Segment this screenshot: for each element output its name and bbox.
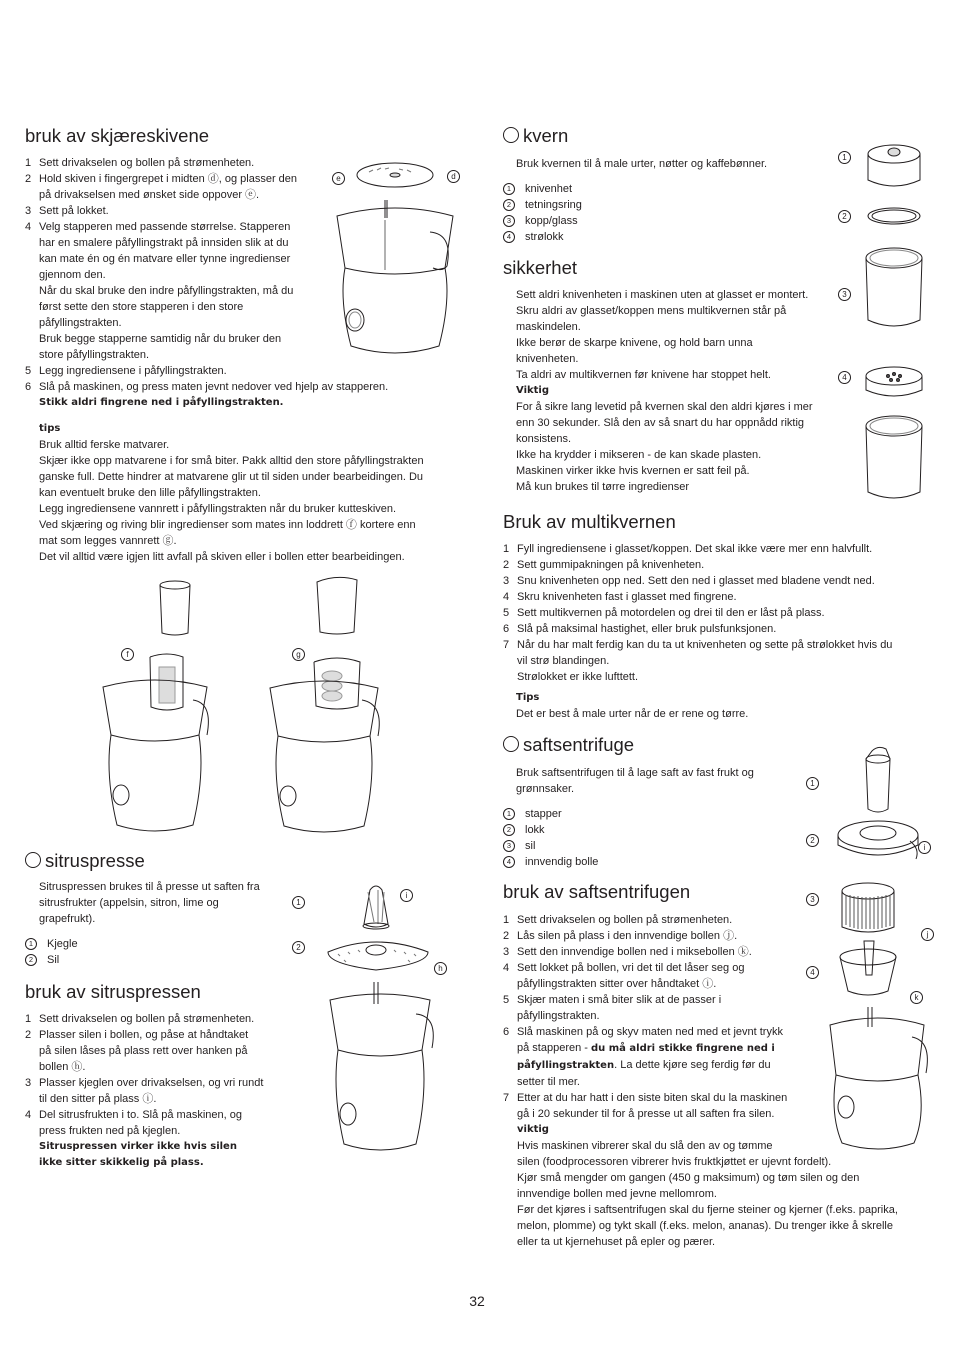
label-h: h [434, 962, 447, 975]
label-sitrus-2: 2 [292, 941, 305, 954]
part-label: tetningsring [525, 199, 582, 211]
step-text: Slå på maskinen, og press maten jevnt nedover ved hjelp av stapperen. [39, 381, 389, 393]
sitruspressen-steps [25, 1011, 305, 1171]
step-item [25, 1011, 305, 1027]
label-saft-2: 2 [806, 834, 819, 847]
step-item [25, 379, 455, 395]
safety-line: knivenheten. [516, 353, 579, 365]
viktig-heading: Viktig [516, 385, 550, 396]
section-sikkerhet [503, 257, 577, 279]
step-text: Velg stapperen med passende størrelse. Stapperen [39, 221, 291, 233]
step-text: på drivakselsen med ønsket side oppover ⓔ. [39, 189, 260, 201]
viktig-line: Før det kjøres i saftsentrifugen skal du fjerne steiner og kjerner (f.eks. paprika, [517, 1204, 898, 1216]
step-text: Bruk begge stapperne samtidig når du bruker den [39, 333, 282, 345]
mill-parts-illustration [858, 140, 938, 505]
step-number: 1 [25, 157, 32, 169]
kvern-intro: Bruk kvernen til å male urter, nøtter og kaffebønner. [516, 158, 768, 170]
step-text: Strølokket er ikke lufttett. [517, 671, 639, 683]
saftsentrifuge-parts [503, 806, 703, 870]
tips-line: Bruk alltid ferske matvarer. [39, 439, 170, 451]
part-label: lokk [525, 824, 545, 836]
step-text: Plasser kjeglen over drivakselsen, og vri rundt [39, 1077, 264, 1089]
step-item [25, 363, 455, 379]
step-text: først sette den store stapperen i den store [39, 301, 244, 313]
heading-saftsentrifuge: saftsentrifuge [503, 734, 634, 756]
viktig-line: silen (foodprocessoren vibrerer hvis fruktkjøttet er ujevnt fordelt). [517, 1156, 832, 1168]
tips-line: mat som legges vannrett ⓖ. [39, 535, 177, 547]
step-text: på silen låses på plass rett over hanken på [39, 1045, 248, 1057]
section-saftsentrifugen-bruk [503, 881, 690, 903]
part-label: kopp/glass [525, 215, 578, 227]
step-text: store påfyllingstrakten. [39, 349, 150, 361]
warning-line: ikke sitter skikkelig på plass. [39, 1157, 204, 1168]
label-kvern-4: 4 [838, 371, 851, 384]
section-sitruspresse [25, 850, 145, 872]
step-item [503, 589, 933, 605]
citrus-press-illustration [318, 882, 453, 1167]
step-item [503, 541, 933, 557]
step-item [503, 637, 933, 685]
feed-tube-vertical-illustration [95, 575, 215, 840]
step-text: Slå på maksimal hastighet, eller bruk pulsfunksjonen. [517, 623, 777, 635]
circle-bullet-icon [25, 852, 41, 868]
viktig-line: Kjør små mengder om gangen (450 g maksimum) og tøm silen og den [517, 1172, 860, 1184]
viktig-line: konsistens. [516, 433, 572, 445]
step-item [503, 621, 933, 637]
multikvernen-steps [503, 541, 933, 685]
step-text: Skjær maten i små biter slik at de passer i [517, 994, 722, 1006]
part-number-icon: 2 [503, 824, 515, 836]
viktig-line: For å sikre lang levetid på kvernen skal den aldri kjøres i mer [516, 401, 813, 413]
section-sitruspressen-bruk [25, 981, 201, 1003]
step-text: påfyllingstrakten. [39, 317, 122, 329]
part-number-icon: 3 [503, 215, 515, 227]
step-number: 4 [25, 221, 32, 233]
label-e: e [332, 172, 345, 185]
tips-line: kan eventuelt bruke den lille påfyllingstrakten. [39, 487, 261, 499]
step-text: påfyllingstrakten. [517, 1010, 600, 1022]
sikkerhet-body [516, 287, 846, 495]
step-item [503, 605, 933, 621]
circle-bullet-icon [503, 127, 519, 143]
part-label: stapper [525, 808, 562, 820]
step-text: Sett drivakselen og bollen på strømenheten. [39, 157, 255, 169]
viktig-line: eller ta ut kjernehuset på epler og pærer. [517, 1236, 716, 1248]
part-item [503, 181, 703, 197]
part-label: innvendig bolle [525, 856, 599, 868]
step-number: 4 [503, 962, 510, 974]
part-item [503, 806, 703, 822]
step-number: 2 [503, 930, 510, 942]
label-g: g [292, 648, 305, 661]
part-item [503, 838, 703, 854]
step-text: Sett gummipakningen på knivenheten. [517, 559, 705, 571]
section-saftsentrifuge [503, 734, 634, 756]
kvern-parts [503, 181, 703, 245]
step-7: 7 Etter at du har hatt i den siste biten skal du la maskinen gå i 20 sekunder til for å presse ut all saften fra silen. viktig Hvis maskinen vibrerer skal du slå den av og tømme silen (foodprocessoren vibrerer hvis fruktkjøttet er ujevnt fordelt). Kjør små mengder om gangen (450 g maksimum) og tøm silen og den innvendige bollen med jevne mellomrom. Før det kjøres i saftsentrifugen skal du fjerne steiner og kjerner (f.eks. paprika, melon, plomme) og tykt skall (f.eks. melon, ananas). Du trenger ikke å skrelle eller ta ut kjernehuset på epler og pærer. [503, 1090, 923, 1250]
part-item [25, 952, 225, 968]
step-text: Sett på lokket. [39, 205, 109, 217]
step-number: 3 [25, 1077, 32, 1089]
part-number-icon: 4 [503, 856, 515, 868]
step-item [25, 1107, 305, 1139]
heading-multikvernen: Bruk av multikvernen [503, 511, 676, 532]
label-f: f [121, 648, 134, 661]
part-label: Sil [47, 954, 60, 966]
step-text: Legg ingrediensene i påfyllingstrakten. [39, 365, 227, 377]
part-label: sil [525, 840, 536, 852]
warning-sil [25, 1139, 305, 1171]
feed-tube-horizontal-illustration [262, 570, 387, 840]
label-saft-k: k [910, 991, 923, 1004]
heading-kvern: kvern [503, 125, 568, 147]
part-number-icon: 1 [25, 938, 37, 950]
warning-line: Sitruspressen virker ikke hvis silen [39, 1141, 237, 1152]
label-saft-i: i [918, 841, 931, 854]
label-kvern-3: 3 [838, 288, 851, 301]
safety-line: Sett aldri knivenheten i maskinen uten at glasset er montert. [516, 289, 809, 301]
heading-sikkerhet: sikkerhet [503, 257, 578, 278]
step-item [25, 1027, 305, 1075]
sitruspresse-parts [25, 936, 225, 968]
part-number-icon: 1 [503, 808, 515, 820]
step-text: Sett den innvendige bollen ned i miksebollen ⓚ. [517, 946, 752, 958]
safety-line: Ikke berør de skarpe knivene, og hold barn unna [516, 337, 753, 349]
step-text: til den sitter på plass ⓘ. [39, 1093, 157, 1105]
step-text: Plasser silen i bollen, og påse at håndtaket [39, 1029, 249, 1041]
step-number: 3 [25, 205, 32, 217]
step-number: 2 [25, 173, 32, 185]
tips-line: Legg ingrediensene vannrett i påfyllingstrakten når du bruker kutteskiven. [39, 503, 397, 515]
step-text: Sett lokket på bollen, vri det til det låser seg og [517, 962, 745, 974]
slicing-disc-illustration [325, 150, 465, 365]
heading-sitruspresse: sitruspresse [25, 850, 145, 872]
part-item [503, 197, 703, 213]
part-number-icon: 4 [503, 231, 515, 243]
step-text: gjennom den. [39, 269, 106, 281]
step-number: 3 [503, 946, 510, 958]
label-kvern-1: 1 [838, 151, 851, 164]
part-number-icon: 3 [503, 840, 515, 852]
step-number: 1 [503, 914, 510, 926]
step-text: Fyll ingrediensene i glasset/koppen. Det skal ikke være mer enn halvfullt. [517, 543, 873, 555]
step-item [503, 557, 933, 573]
viktig-line: Ikke ha krydder i mikseren - de kan skade plasten. [516, 449, 762, 461]
intro-line: sitrusfrukter (appelsin, sitron, lime og [39, 897, 219, 909]
step-text: Skru knivenheten fast i glasset med fingrene. [517, 591, 737, 603]
step-number: 5 [503, 607, 510, 619]
circle-bullet-icon [503, 736, 519, 752]
viktig-line: Maskinen virker ikke hvis kvernen er satt feil på. [516, 465, 750, 477]
viktig-line: melon, plomme) og tykt skall (f.eks. melon, ananas). Du trenger ikke å skrelle [517, 1220, 893, 1232]
intro-line: Sitruspressen brukes til å presse ut saften fra [39, 881, 260, 893]
label-saft-j: j [921, 928, 934, 941]
viktig-line: Hvis maskinen vibrerer skal du slå den av og tømme [517, 1140, 773, 1152]
warning-fingers: Stikk aldri fingrene ned i påfyllingstrakten. [39, 397, 284, 408]
step-text: Når du har malt ferdig kan du ta ut knivenheten og sette på strølokket hvis du [517, 639, 893, 651]
part-item [25, 936, 225, 952]
step-text: Når du skal bruke den indre påfyllingstrakten, må du [39, 285, 294, 297]
tips-line: ganske full. Dette hindrer at matvarene glir ut til siden under bearbeidingen. Du [39, 471, 424, 483]
part-number-icon: 2 [503, 199, 515, 211]
label-saft-4: 4 [806, 966, 819, 979]
saftsentrifuge-intro [516, 765, 796, 797]
label-d: d [447, 170, 460, 183]
step-number: 3 [503, 575, 510, 587]
tips-heading: Tips [516, 692, 540, 703]
step-number: 1 [25, 1013, 32, 1025]
juicer-illustration [820, 745, 930, 1155]
section-multikvernen [503, 511, 676, 533]
step-number: 6 [25, 381, 32, 393]
step-number: 4 [25, 1109, 32, 1121]
step-text: Sett multikvernen på motordelen og drei til den er låst på plass. [517, 607, 825, 619]
step-text: Hold skiven i fingergrepet i midten ⓓ, og plasser den [39, 173, 298, 185]
step-text: vil strø blandingen. [517, 655, 610, 667]
tips-line: Det vil alltid være igjen litt avfall på skiven eller i bollen etter bearbeidingen. [39, 551, 405, 563]
step-number: 7 [503, 639, 510, 651]
part-item [503, 854, 703, 870]
step-text: har en smalere påfyllingstrakt på innsiden slik at du [39, 237, 289, 249]
tips-body: Det er best å male urter når de er rene og tørre. [516, 708, 749, 720]
step-text: Etter at du har hatt i den siste biten skal du la maskinen [517, 1092, 788, 1104]
step-text: Snu knivenheten opp ned. Sett den ned i glasset med bladene vendt ned. [517, 575, 875, 587]
viktig-line: Må kun brukes til tørre ingredienser [516, 481, 690, 493]
label-i: i [400, 889, 413, 902]
intro-line: Bruk saftsentrifugen til å lage saft av fast frukt og [516, 767, 754, 779]
viktig-line: enn 30 sekunder. Slå den av så snart du har oppnådd riktig [516, 417, 805, 429]
step-text: Sett drivakselen og bollen på strømenheten. [39, 1013, 255, 1025]
step-item [503, 573, 933, 589]
multikvernen-tips [516, 690, 916, 722]
step-text: Sett drivakselen og bollen på strømenheten. [517, 914, 733, 926]
part-item [503, 213, 703, 229]
skjaereskivene-tips [39, 421, 459, 565]
step-number: 2 [503, 559, 510, 571]
step-text: gå i 20 sekunder til for å presse ut all saften fra silen. [517, 1108, 775, 1120]
step-number: 5 [25, 365, 32, 377]
part-label: strølokk [525, 231, 564, 243]
tips-line: Ved skjæring og riving blir ingredienser som mates inn loddrett ⓕ kortere enn [39, 519, 416, 531]
heading-skjaereskivene: bruk av skjæreskivene [25, 125, 210, 146]
intro-line: grapefrukt). [39, 913, 96, 925]
step-text: Del sitrusfrukten i to. Slå på maskinen, og [39, 1109, 242, 1121]
part-label: knivenhet [525, 183, 573, 195]
page-number: 32 [469, 1293, 485, 1309]
viktig-line: innvendige bollen med jevne mellomrom. [517, 1188, 717, 1200]
step-text: bollen ⓗ. [39, 1061, 86, 1073]
part-number-icon: 2 [25, 954, 37, 966]
heading-saftsentrifugen-bruk: bruk av saftsentrifugen [503, 881, 691, 902]
tips-body [39, 437, 459, 565]
step-item [25, 1075, 305, 1107]
step-number: 4 [503, 591, 510, 603]
part-label: Kjegle [47, 938, 78, 950]
step-number: 2 [25, 1029, 32, 1041]
label-saft-3: 3 [806, 893, 819, 906]
step-number: 5 [503, 994, 510, 1006]
part-item [503, 822, 703, 838]
safety-line: Ta aldri av multikvernen før knivene har stoppet helt. [516, 369, 771, 381]
viktig-heading: viktig [517, 1124, 549, 1135]
safety-line: Skru aldri av glasset/koppen mens multikvernen står på [516, 305, 787, 317]
label-saft-1: 1 [806, 777, 819, 790]
intro-line: grønnsaker. [516, 783, 575, 795]
section-kvern [503, 125, 568, 147]
step-6: 6 Slå maskinen på og skyv maten ned med et jevnt trykk på stapperen - du må aldri stikke fingrene ned i påfyllingstrakten. La dette kjøre seg ferdig før du setter til mer. [503, 1026, 783, 1088]
step-text: press frukten ned på kjeglen. [39, 1125, 181, 1137]
label-sitrus-1: 1 [292, 896, 305, 909]
section-skjaereskivene [25, 125, 209, 147]
part-number-icon: 1 [503, 183, 515, 195]
step-number: 1 [503, 543, 510, 555]
step-text: Lås silen på plass i den innvendige bollen ⓙ. [517, 930, 738, 942]
step-number: 6 [503, 623, 510, 635]
safety-line: maskindelen. [516, 321, 581, 333]
part-item [503, 229, 703, 245]
heading-sitruspressen-bruk: bruk av sitruspressen [25, 981, 201, 1002]
tips-heading: tips [39, 423, 61, 434]
tips-line: Skjær ikke opp matvarene i for små biter. Pakk alltid den store påfyllingstrakten [39, 455, 424, 467]
label-kvern-2: 2 [838, 210, 851, 223]
sitruspresse-intro [39, 879, 299, 927]
step-text: kan mate én og én matvare eller tynne ingredienser [39, 253, 291, 265]
step-text: påfyllingstrakten sitter over håndtaket ⓘ. [517, 978, 717, 990]
